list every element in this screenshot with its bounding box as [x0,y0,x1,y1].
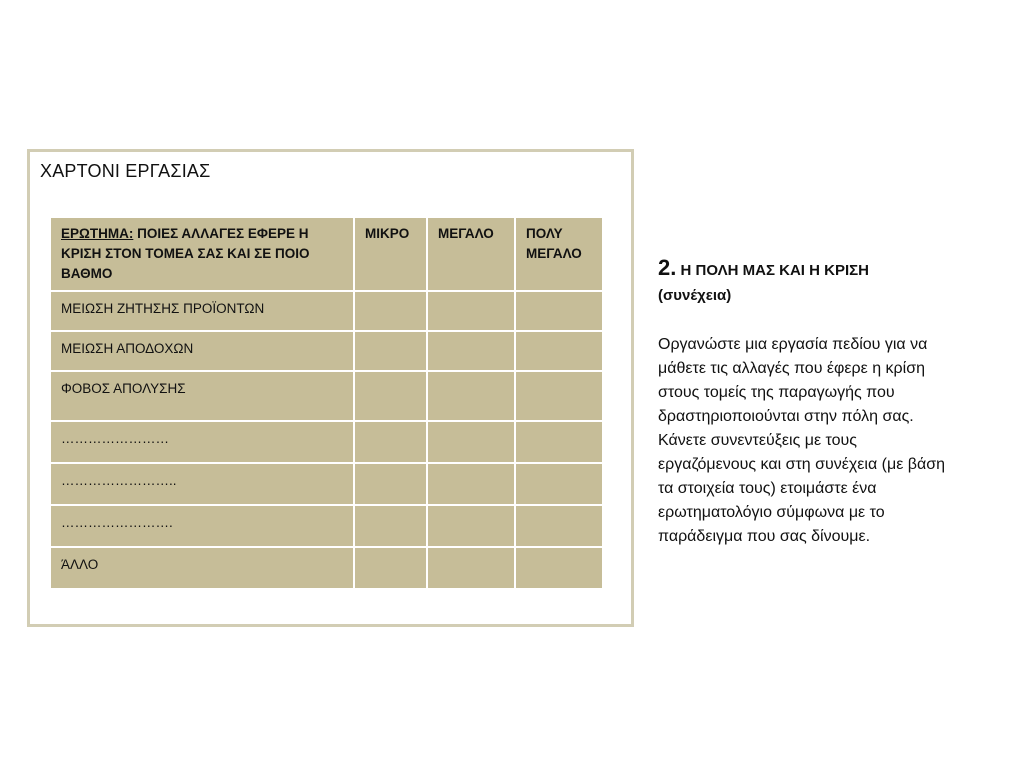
cell-very-big [516,332,602,370]
cell-small [355,464,426,504]
row-label: ΜΕΙΩΣΗ ΖΗΤΗΣΗΣ ΠΡΟΪΟΝΤΩΝ [51,292,353,330]
table-row [51,548,602,588]
instructions-panel [658,255,1003,549]
row-label: ΦΟΒΟΣ ΑΠΟΛΥΣΗΣ [51,372,353,420]
section-heading [658,255,1003,284]
cell-big [428,372,514,420]
section-title: Η ΠΟΛΗ ΜΑΣ ΚΑΙ Η ΚΡΙΣΗ [676,262,869,279]
row-label: …………………… [51,422,353,462]
cell-very-big [516,422,602,462]
cell-small [355,506,426,546]
cell-big [428,548,514,588]
table-row [51,332,602,370]
cell-big [428,422,514,462]
row-label: ΆΛΛΟ [51,548,353,588]
worksheet-title: ΧΑΡΤΟΝΙ ΕΡΓΑΣΙΑΣ [40,161,211,181]
instructions-text: Οργανώστε μια εργασία πεδίου για να μάθετε τις αλλαγές που έφερε η κρίση στους τομείς της παραγωγής που δραστηριοποιούνται στην πόλη σας. Κάνετε συνεντεύξεις με τους εργαζόμενους και στη συνέχεια (με βάση τα στοιχεία τους) ετοιμάστε ένα ερωτηματολόγιο σύμφωνα με το παράδειγμα που σας δίνουμε. [658,336,946,545]
header-small: ΜΙΚΡΟ [355,218,426,290]
cell-small [355,292,426,330]
cell-very-big [516,292,602,330]
table-row [51,464,602,504]
cell-very-big [516,548,602,588]
cell-very-big [516,372,602,420]
row-label: ……………………. [51,506,353,546]
table-row [51,372,602,420]
cell-small [355,332,426,370]
table-row [51,422,602,462]
worksheet-card [27,149,634,627]
table-row [51,506,602,546]
cell-small [355,422,426,462]
question-header [51,218,353,290]
cell-big [428,506,514,546]
section-number: 2. [658,255,677,280]
cell-very-big [516,464,602,504]
cell-small [355,548,426,588]
cell-small [355,372,426,420]
cell-very-big [516,506,602,546]
header-big: ΜΕΓΑΛΟ [428,218,514,290]
question-label: ΕΡΩΤΗΜΑ: [61,226,134,241]
survey-table [49,216,604,590]
question-text: ΠΟΙΕΣ ΑΛΛΑΓΕΣ ΕΦΕΡΕ Η ΚΡΙΣΗ ΣΤΟΝ ΤΟΜΕΑ ΣΑΣ ΚΑΙ ΣΕ ΠΟΙΟ ΒΑΘΜΟ [61,226,310,281]
cell-big [428,464,514,504]
cell-big [428,292,514,330]
header-very-big: ΠΟΛΥ ΜΕΓΑΛΟ [516,218,602,290]
section-subheading: (συνέχεια) [658,287,732,304]
row-label: ΜΕΙΩΣΗ ΑΠΟΔΟΧΩΝ [51,332,353,370]
table-row [51,292,602,330]
table-header-row [51,218,602,290]
cell-big [428,332,514,370]
row-label: …………………….. [51,464,353,504]
